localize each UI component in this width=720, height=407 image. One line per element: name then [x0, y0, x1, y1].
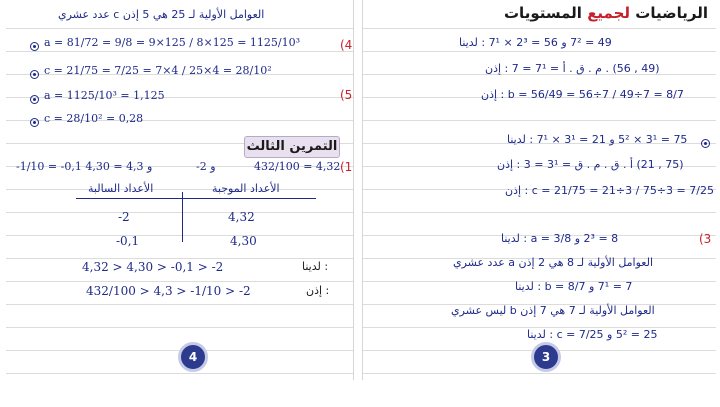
- bullet-icon: [30, 42, 39, 51]
- table-header-line: [76, 198, 316, 199]
- title-word-all: لجميع: [587, 4, 631, 22]
- factorization-8: 8 = 2³ و a = 3/8 : لدينا: [501, 232, 619, 245]
- c-decimal-result: c = 28/10² = 0,28: [44, 112, 144, 125]
- gcd-75-21: (75 , 21) أ . ق . م . ق = 3¹ = 3 : إذن: [497, 158, 684, 171]
- prime-factors-7: العوامل الأولية لـ 7 هي 7 إذن b ليس عشري: [451, 304, 655, 317]
- page-number-badge: 3: [531, 342, 561, 372]
- factorization-75-21: 75 = 3¹ × 5² و 21 = 3¹ × 7¹ : لدينا: [507, 133, 688, 146]
- order-label-therefore: : إذن: [306, 284, 330, 297]
- bullet-icon: [30, 118, 39, 127]
- exercise-item-5-marker: (5: [340, 88, 353, 102]
- notebook-page-3: [362, 0, 716, 380]
- positive-numbers-header: الأعداد الموجبة: [212, 182, 280, 195]
- bullet-icon: [30, 95, 39, 104]
- a-fraction-equation: a = 81/72 = 9/8 = 9×125 / 8×125 = 1125/10³: [44, 36, 301, 49]
- table-divider: [182, 192, 183, 242]
- c-fraction-equation: c = 21/75 = 7/25 = 7×4 / 25×4 = 28/10²: [44, 64, 272, 77]
- factorization-25: 25 = 5² و c = 7/25 : لدينا: [527, 328, 658, 341]
- b-simplification: b = 56/49 = 56÷7 / 49÷7 = 8/7 : إذن: [481, 88, 684, 101]
- negative-value-2: -0,1: [116, 234, 140, 248]
- page-header-title: [504, 4, 708, 22]
- negative-value-1: -2: [118, 210, 130, 224]
- positive-value-1: 4,32: [228, 210, 255, 224]
- title-word-maths: الرياضيات: [635, 4, 708, 22]
- page-number-badge: 4: [178, 342, 208, 372]
- c-simplification: c = 21/75 = 21÷3 / 75÷3 = 7/25 : إذن: [505, 184, 714, 197]
- negative-numbers-header: الأعداد السالبة: [88, 182, 154, 195]
- exercise-item-4-marker: (4: [340, 38, 353, 52]
- order-decimals: 4,32 > 4,30 > -0,1 > -2: [82, 260, 224, 274]
- exercise-3-title: التمرين الثالث: [244, 136, 340, 158]
- bullet-icon: [30, 70, 39, 79]
- exercise-item-3-marker: (3: [699, 232, 712, 246]
- gcd-49-56: (49 , 56) . م . ق . أ = 7¹ = 7 : إذن: [485, 62, 660, 75]
- positive-value-2: 4,30: [230, 234, 257, 248]
- factorization-7: 7 = 7¹ و b = 8/7 : لدينا: [515, 280, 633, 293]
- factorization-49-56: 49 = 7² و 56 = 2³ × 7¹ : لدينا: [459, 36, 612, 49]
- order-label-given: : لدينا: [302, 260, 329, 273]
- a-decimal-result: a = 1125/10³ = 1,125: [44, 89, 165, 102]
- notebook-page-4: [6, 0, 354, 380]
- conversion-right: 432/100 = 4,32: [254, 160, 341, 173]
- bullet-icon: [701, 139, 710, 148]
- title-word-levels: المستويات: [503, 4, 582, 22]
- prime-factors-8: العوامل الأولية لـ 8 هي 2 إذن a عدد عشري: [453, 256, 653, 269]
- conversion-mid: -2 و: [196, 160, 216, 173]
- conversion-left: -1/10 = -0,1 و 4,3 = 4,30: [16, 160, 153, 173]
- exercise-item-1-marker: (1: [340, 160, 353, 174]
- prime-factors-25-line: العوامل الأولية لـ 25 هي 5 إذن c عدد عشري: [58, 8, 265, 21]
- order-fractions: 432/100 > 4,3 > -1/10 > -2: [86, 284, 251, 298]
